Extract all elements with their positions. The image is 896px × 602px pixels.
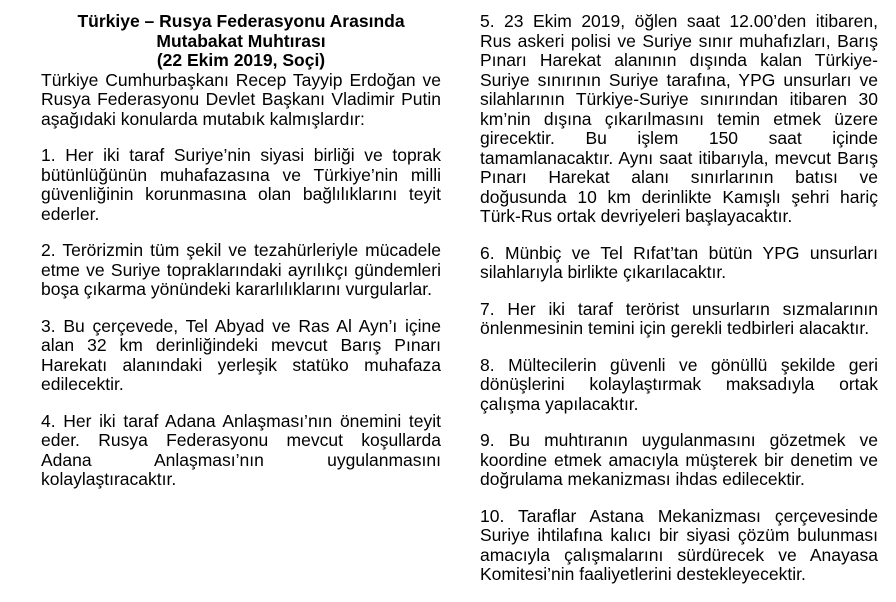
- title-line-1: Türkiye – Rusya Federasyonu Arasında: [77, 11, 405, 31]
- numbered-paragraph-6: 6. Münbiç ve Tel Rıfat’tan bütün YPG unsurları silahlarıyla birlikte çıkarılacaktır.: [480, 242, 878, 282]
- intro-paragraph: Türkiye Cumhurbaşkanı Recep Tayyip Erdoğan ve Rusya Federasyonu Devlet Başkanı Vladimir Putin aşağıdaki konularda mutabık kalmışlardır:: [41, 69, 441, 129]
- title-line-3: (22 Ekim 2019, Soçi): [156, 50, 326, 70]
- numbered-paragraph-5: 5. 23 Ekim 2019, öğlen saat 12.00’den itibaren, Rus askeri polisi ve Suriye sınır muhafızları, Barış Pınarı Harekat alanının dışında kalan Türkiye-Suriye sınırının Suriye tarafına, YPG unsurları ve silahlarının Türkiye-Suriye sınırından itibaren 30 km’nin dışına çıkarılmasını temin etmek üzere girecektir. Bu işlem 150 saat içinde tamamlanacaktır. Aynı saat itibarıyla, mevcut Barış Pınarı Harekat alanı sınırlarının batısı ve doğusunda 10 km derinlikte Kamışlı şehri hariç Türk-Rus ortak devriyeleri başlayacaktır.: [480, 11, 878, 226]
- numbered-paragraph-3: 3. Bu çerçevede, Tel Abyad ve Ras Al Ayn’ı içine alan 32 km derinliğindeki mevcut Barış Pınarı Harekatı alanındaki yerleşik statüko muhafaza edilecektir.: [41, 315, 441, 394]
- title-line-2: Mutabakat Muhtırası: [156, 30, 326, 51]
- numbered-paragraph-1: 1. Her iki taraf Suriye’nin siyasi birliği ve toprak bütünlüğünün muhafazasına ve Türkiye’nin milli güvenliğinin korunmasına olan bağlılıklarını teyit ederler.: [41, 145, 441, 224]
- numbered-paragraph-8: 8. Mültecilerin güvenli ve gönüllü şekilde geri dönüşlerini kolaylaştırmak maksadıyla ortak çalışma yapılacaktır.: [480, 354, 878, 414]
- right-column: [480, 12, 878, 585]
- numbered-paragraph-7: 7. Her iki taraf terörist unsurların sızmalarının önlenmesinin temini için gerekli tedbirleri alacaktır.: [480, 298, 878, 338]
- numbered-paragraph-10: 10. Taraflar Astana Mekanizması çerçevesinde Suriye ihtilafına kalıcı bir siyasi çözüm bulunması amacıyla çalışmalarını sürdürecek ve Anayasa Komitesi’nin faaliyetlerini destekleyecektir.: [480, 505, 878, 584]
- left-column: [41, 12, 441, 490]
- numbered-paragraph-9: 9. Bu muhtıranın uygulanmasını gözetmek ve koordine etmek amacıyla müşterek bir denetim ve doğrulama mekanizması ihdas edilecektir.: [480, 430, 878, 489]
- document-title: [41, 12, 441, 71]
- numbered-paragraph-4: 4. Her iki taraf Adana Anlaşması’nın önemini teyit eder. Rusya Federasyonu mevcut koşullarda Adana Anlaşması’nın uygulanmasını kolaylaştıracaktır.: [41, 410, 441, 489]
- numbered-paragraph-2: 2. Terörizmin tüm şekil ve tezahürleriyle mücadele etme ve Suriye topraklarındaki ayrılıkçı gündemleri boşa çıkarma yönündeki kararlılıklarını vurgularlar.: [41, 240, 441, 299]
